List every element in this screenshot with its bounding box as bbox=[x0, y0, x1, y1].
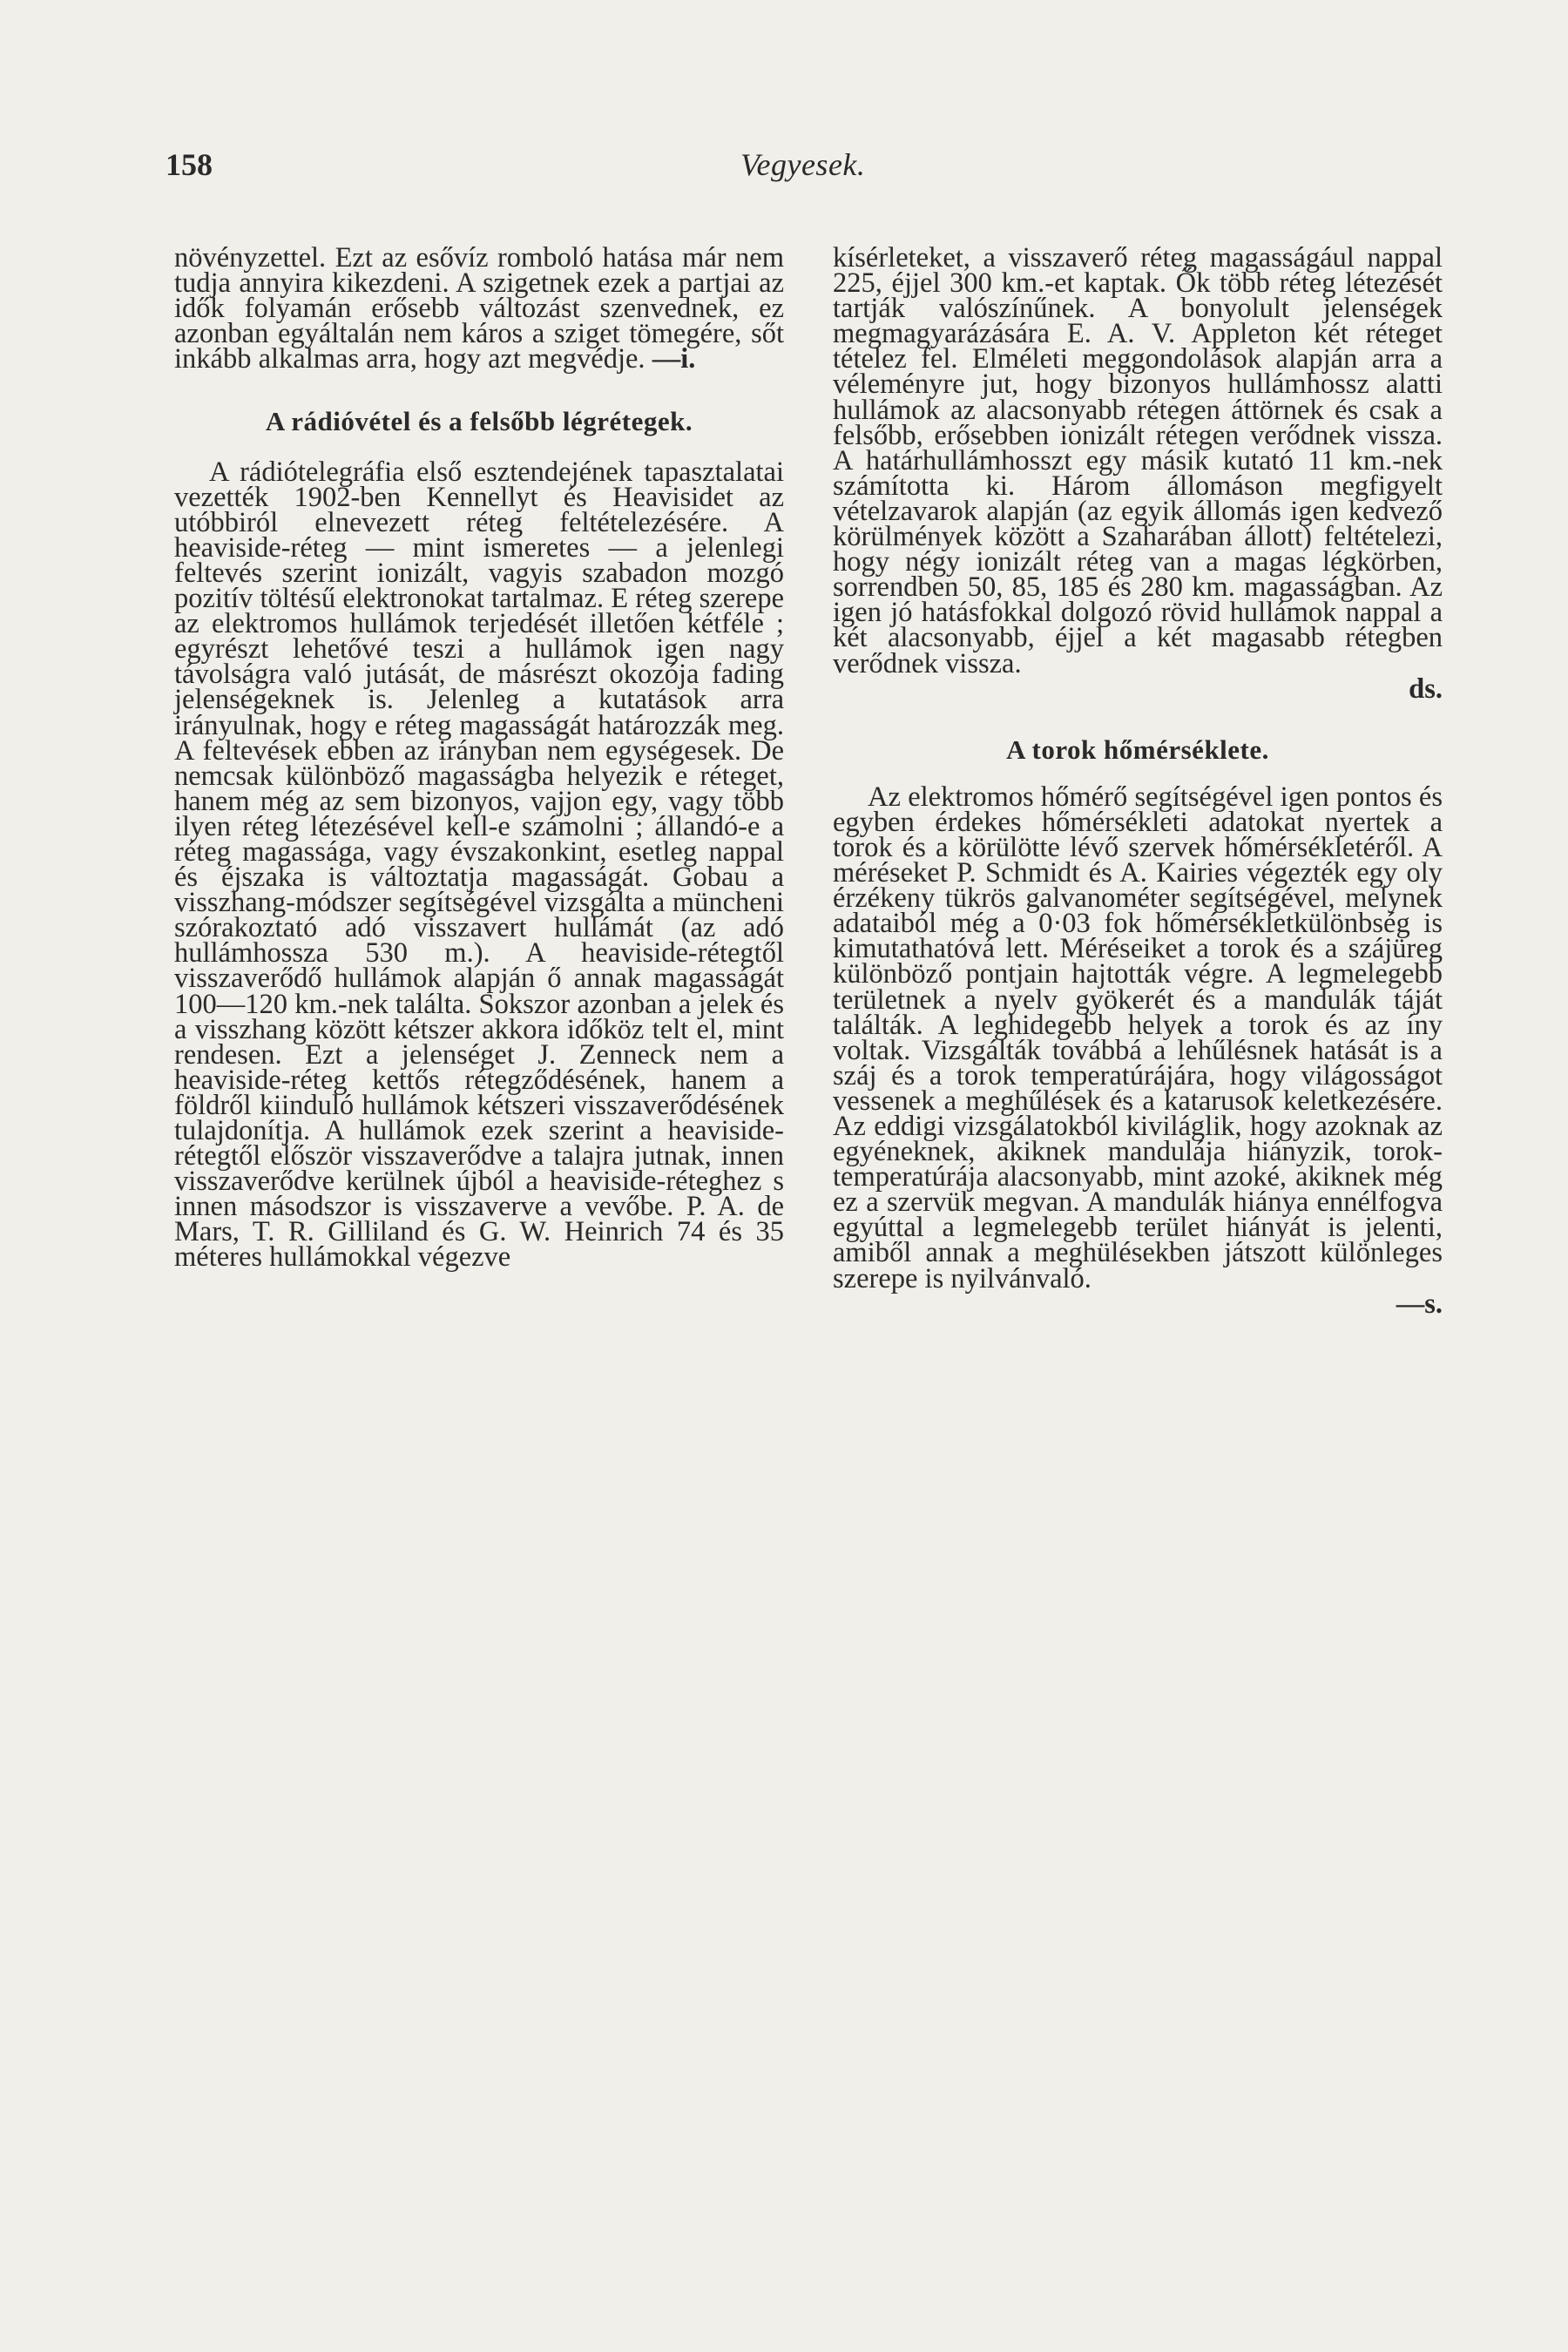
article-body-radio: A rádiótelegráfia első esztendejének tapasztalatai vezették 1902-ben Kennellyt és Heavisidet az utóbbiról elnevezett réteg feltételezésére. A heaviside-réteg — mint ismeretes — a jelenlegi feltevés szerint ionizált, vagyis szabadon mozgó pozitív töltésű elektronokat tartalmaz. E réteg szerepe az elektromos hullámok terjedését illetően kétféle ; egyrészt lehetővé teszi a hullámok igen nagy távolságra való jutását, de másrészt okozója fading jelenségeknek is. Jelenleg a kutatások arra irányulnak, hogy e réteg magasságát határozzák meg. A feltevések ebben az irányban nem egységesek. De nemcsak különböző magasságba helyezik e réteget, hanem még az sem bizonyos, vajjon egy, vagy több ilyen réteg létezésével kell-e számolni ; állandó-e a réteg magassága, vagy évszakonkint, esetleg nappal és éjszaka is változtatja magasságát. Gobau a visszhang-módszer segítségével vizsgálta a müncheni szórakoztató adó visszavert hullámát (az adó hullámhossza 530 m.). A heaviside-rétegtől visszaverődő hullámok alapján ő annak magasságát 100—120 km.-nek találta. Sokszor azonban a jelek és a visszhang között kétszer akkora időköz telt el, mint rendesen. Ezt a jelenséget J. Zenneck nem a heaviside-réteg kettős rétegződésének, hanem a földről kiinduló hullámok kétszeri visszaverődésének tulajdonítja. A hullámok ezek szerint a heaviside-rétegtől először visszaverődve a talajra jutnak, innen visszaverődve kerülnek újból a heaviside-réteghez s innen másodszor is visszaverve a vevőbe. P. A. de Mars, T. R. Gilliland és G. W. Heinrich 74 és 35 méteres hullámokkal végezve bbox=[174, 456, 784, 1274]
article-signature-throat: —s. bbox=[1396, 1288, 1443, 1320]
right-column bbox=[833, 242, 1443, 1320]
article-body-radio-continued-text: kísérleteket, a visszaverő réteg magasságául nappal 225, éjjel 300 km.-et kaptak. Ők több réteg létezését tartják valószínűnek. A bonyolult jelenségek megmagyarázására E. A. V. Appleton két réteget tételez fel. Elméleti meggondolások alapján arra a véleményre jut, hogy bizonyos hullámhossz alatti hullámok az alacsonyabb rétegen áttörnek és csak a felsőbb, erősebben ionizált rétegen verődnek vissza. A határhullámhosszt egy másik kutató 11 km.-nek számította ki. Három állomáson megfigyelt vételzavarok alapján (az egyik állomás igen kedvező körülmények között a Szaharában állott) feltételezi, hogy négy ionizált réteg van a magas légkörben, sorrendben 50, 85, 185 és 280 km. magasságban. Az igen jó hatásfokkal dolgozó rövid hullámok nappal a két alacsonyabb, éjjel a két magasabb rétegben verődnek vissza. bbox=[833, 242, 1443, 679]
article-title-radio: A rádióvétel és a felsőbb légrétegek. bbox=[265, 406, 693, 437]
continuation-signature: —i. bbox=[652, 343, 696, 375]
running-head: Vegyesek. bbox=[740, 147, 866, 182]
article-signature-radio: ds. bbox=[1409, 672, 1443, 705]
continuation-paragraph bbox=[174, 242, 784, 375]
left-column bbox=[174, 242, 784, 1274]
article-title-throat: A torok hőmérséklete. bbox=[1006, 733, 1269, 765]
article-body-throat: Az elektromos hőmérő segítségével igen pontos és egyben érdekes hőmérsékleti adatokat nyertek a torok és a körülötte lévő szervek hőmérsékletéről. A méréseket P. Schmidt és A. Kairies végezték egy oly érzékeny tükrös galvanométer segítségével, melynek adataiból még a 0·03 fok hőmérsékletkülönbség is kimutathatóvá lett. Méréseiket a torok és a szájüreg különböző pontjain hajtották végre. A legmelegebb területnek a nyelv gyökerét és a mandulák táját találták. A leghidegebb helyek a torok és az íny voltak. Vizsgálták továbbá a lehűlésnek hatását is a száj és a torok temperatúrájára, hogy világosságot vessenek a meghűlések és a katarusok keletkezésére. Az eddigi vizsgálatokból kiviláglik, hogy azoknak az egyéneknek, akiknek mandulája hiányzik, torok-temperatúrája alacsonyabb, mint azoké, akiknek még ez a szervük megvan. A mandulák hiánya ennélfogva egyúttal a legmelegebb terület hiányát is jelenti, amiből annak a meghülésekben játszott különleges szerepe is nyilvánvaló. bbox=[833, 781, 1443, 1294]
page-header bbox=[166, 146, 1429, 199]
continuation-text: növényzettel. Ezt az esővíz romboló hatása már nem tudja annyira kikezdeni. A szigetnek ezek a partjai az idők folyamán erősebb változást szenvednek, ez azonban egyáltalán nem káros a sziget tömegére, sőt inkább alkalmas arra, hogy azt megvédje. bbox=[174, 242, 784, 375]
page-number: 158 bbox=[166, 147, 213, 182]
article-body-radio-continued bbox=[833, 242, 1443, 679]
